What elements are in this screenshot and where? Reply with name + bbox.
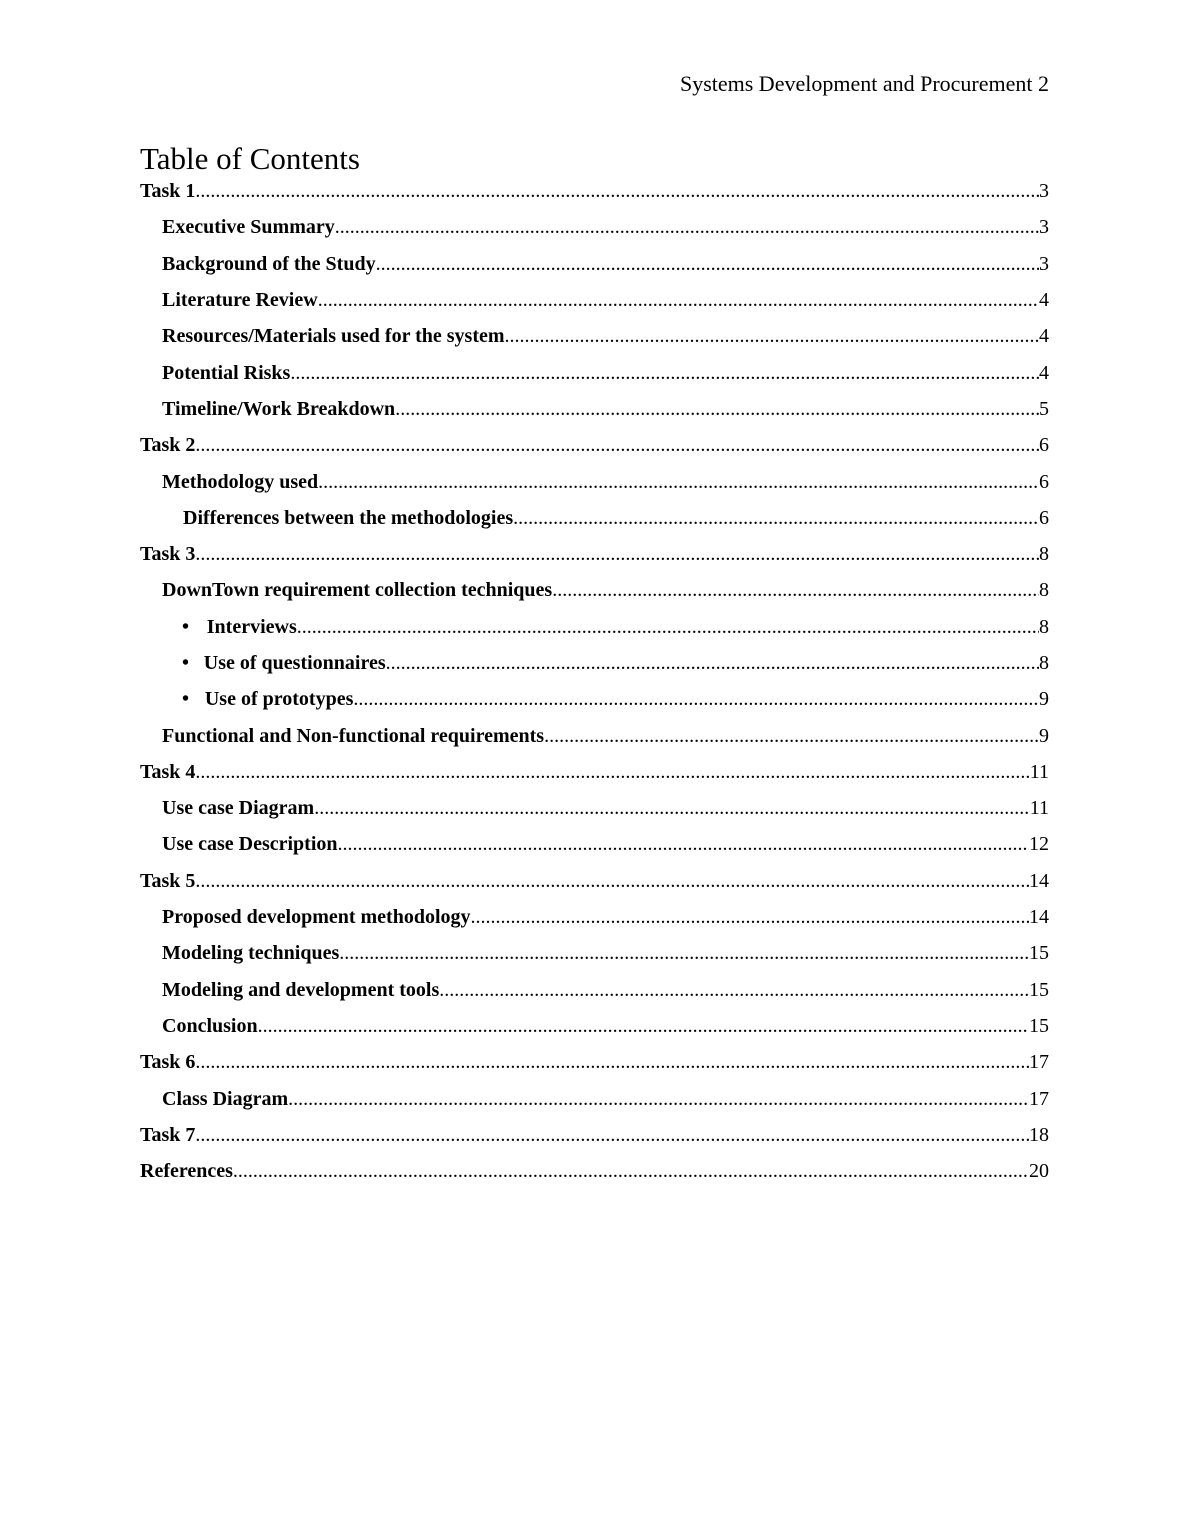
toc-dot-leader	[353, 687, 1039, 711]
toc-entry-page-number: 8	[1039, 543, 1049, 566]
toc-entry[interactable]	[140, 826, 1049, 862]
toc-dot-leader	[195, 869, 1029, 893]
toc-entry-page-number: 6	[1039, 470, 1049, 493]
toc-entry[interactable]	[140, 209, 1049, 245]
toc-entry-page-number: 15	[1029, 978, 1049, 1001]
toc-dot-leader	[297, 615, 1039, 639]
toc-entry-label: Task 5	[140, 869, 196, 892]
toc-entry-label: Task 1	[140, 180, 196, 203]
bullet-icon: •	[182, 688, 190, 711]
toc-dot-leader	[335, 215, 1039, 239]
toc-entry-label: Use case Description	[162, 833, 338, 856]
toc-entry[interactable]	[140, 645, 1049, 681]
toc-entry-page-number: 9	[1039, 688, 1049, 711]
toc-entry-label: Task 6	[140, 1051, 196, 1074]
toc-entry[interactable]	[140, 863, 1049, 899]
toc-entry[interactable]	[140, 354, 1049, 390]
toc-entry-page-number: 3	[1039, 252, 1049, 275]
toc-entry-page-number: 6	[1039, 506, 1049, 529]
toc-entry-label: Functional and Non-functional requirements	[162, 724, 545, 747]
toc-entry[interactable]	[140, 282, 1049, 318]
toc-entry-label: Executive Summary	[162, 216, 335, 239]
toc-entry-label: Modeling techniques	[162, 942, 340, 965]
toc-entry-page-number: 4	[1039, 289, 1049, 312]
toc-entry[interactable]	[140, 1117, 1049, 1153]
toc-dot-leader	[513, 506, 1039, 530]
toc-dot-leader	[544, 724, 1039, 748]
toc-dot-leader	[195, 1050, 1029, 1074]
toc-entry-label: DownTown requirement collection techniques	[162, 579, 553, 602]
toc-entry[interactable]	[140, 427, 1049, 463]
toc-title: Table of Contents	[140, 141, 360, 176]
toc-entry[interactable]	[140, 935, 1049, 971]
toc-entry[interactable]	[140, 790, 1049, 826]
bullet-icon: •	[182, 615, 190, 638]
toc-dot-leader	[386, 651, 1039, 675]
toc-entry[interactable]	[140, 681, 1049, 717]
toc-entry-page-number: 5	[1039, 397, 1049, 420]
toc-entry[interactable]	[140, 572, 1049, 608]
toc-dot-leader	[376, 252, 1039, 276]
toc-entry[interactable]	[140, 1080, 1049, 1116]
toc-entry-label: Timeline/Work Breakdown	[162, 397, 396, 420]
toc-dot-leader	[233, 1159, 1029, 1183]
toc-entry-label: Interviews	[206, 615, 297, 638]
toc-entry-page-number: 15	[1029, 1014, 1049, 1037]
toc-entry[interactable]	[140, 500, 1049, 536]
toc-entry-page-number: 18	[1029, 1123, 1049, 1146]
toc-entry-label: Use of questionnaires	[203, 652, 386, 674]
toc-dot-leader	[314, 796, 1030, 820]
toc-entry[interactable]	[140, 899, 1049, 935]
toc-entry-label: Use case Diagram	[162, 797, 315, 820]
toc-entry-page-number: 8	[1039, 579, 1049, 602]
toc-entry-page-number: 9	[1039, 724, 1049, 747]
toc-entry-label: Proposed development methodology	[162, 906, 471, 929]
toc-entry-label: Resources/Materials used for the system	[162, 325, 505, 348]
toc-dot-leader	[318, 288, 1039, 312]
toc-entry-label: Task 4	[140, 760, 196, 783]
toc-entry-label: Task 2	[140, 434, 196, 457]
toc-entry-label: Background of the Study	[162, 252, 376, 275]
toc-entry-page-number: 3	[1039, 216, 1049, 239]
bullet-icon: •	[182, 652, 190, 674]
toc-entry[interactable]	[140, 463, 1049, 499]
toc-entry-page-number: 12	[1029, 833, 1049, 856]
toc-dot-leader	[338, 832, 1029, 856]
toc-dot-leader	[288, 1087, 1029, 1111]
toc-entry-page-number: 4	[1039, 361, 1049, 384]
toc-entry-page-number: 6	[1039, 434, 1049, 457]
toc-entry-page-number: 8	[1039, 652, 1049, 674]
toc-dot-leader	[471, 905, 1029, 929]
toc-entry-page-number: 4	[1039, 325, 1049, 348]
toc-entry-label: References	[140, 1160, 233, 1183]
toc-entry-page-number: 20	[1029, 1160, 1049, 1183]
toc-dot-leader	[195, 760, 1029, 784]
toc-entry-label: Use of prototypes	[204, 688, 354, 711]
toc-entry-page-number: 14	[1029, 869, 1049, 892]
toc-entry-label: Task 7	[140, 1123, 196, 1146]
toc-entry-page-number: 11	[1029, 760, 1049, 783]
toc-dot-leader	[318, 470, 1039, 494]
toc-entry-page-number: 3	[1039, 180, 1049, 203]
toc-entry-page-number: 11	[1029, 797, 1049, 820]
toc-dot-leader	[439, 978, 1029, 1002]
toc-entry-page-number: 8	[1039, 615, 1049, 638]
toc-entry[interactable]	[140, 173, 1049, 209]
toc-entry[interactable]	[140, 1153, 1049, 1189]
toc-entry[interactable]	[140, 246, 1049, 282]
toc-dot-leader	[195, 1123, 1029, 1147]
toc-entry[interactable]	[140, 391, 1049, 427]
toc-entry-page-number: 17	[1029, 1051, 1049, 1074]
toc-dot-leader	[195, 542, 1039, 566]
toc-dot-leader	[395, 397, 1039, 421]
toc-entry-label: Modeling and development tools	[162, 978, 440, 1001]
toc-entry[interactable]	[140, 536, 1049, 572]
toc-entry-page-number: 17	[1029, 1087, 1049, 1110]
toc-dot-leader	[195, 433, 1039, 457]
toc-entry-label: Class Diagram	[162, 1087, 289, 1110]
toc-dot-leader	[290, 361, 1039, 385]
toc-dot-leader	[505, 324, 1039, 348]
toc-entry[interactable]	[140, 609, 1049, 645]
toc-entry-label: Literature Review	[162, 289, 318, 312]
toc-dot-leader	[552, 578, 1039, 602]
toc-entry-label: Task 3	[140, 543, 196, 566]
toc-entry-label: Potential Risks	[162, 361, 291, 384]
toc-entry-page-number: 14	[1029, 906, 1049, 929]
toc-dot-leader	[195, 179, 1039, 203]
toc-entry-page-number: 15	[1029, 942, 1049, 965]
toc-entry[interactable]	[140, 318, 1049, 354]
page-header: Systems Development and Procurement 2	[679, 71, 1049, 96]
toc-entry-label: Conclusion	[162, 1014, 258, 1037]
toc-entry-label: Differences between the methodologies	[183, 506, 514, 529]
toc-dot-leader	[339, 941, 1029, 965]
toc-entry[interactable]	[140, 754, 1049, 790]
toc-entry[interactable]	[140, 1008, 1049, 1044]
toc-entry[interactable]	[140, 717, 1049, 753]
toc-dot-leader	[258, 1014, 1029, 1038]
toc-entry[interactable]	[140, 972, 1049, 1008]
toc-entry[interactable]	[140, 1044, 1049, 1080]
table-of-contents	[140, 173, 1049, 1189]
toc-entry-label: Methodology used	[162, 470, 319, 493]
